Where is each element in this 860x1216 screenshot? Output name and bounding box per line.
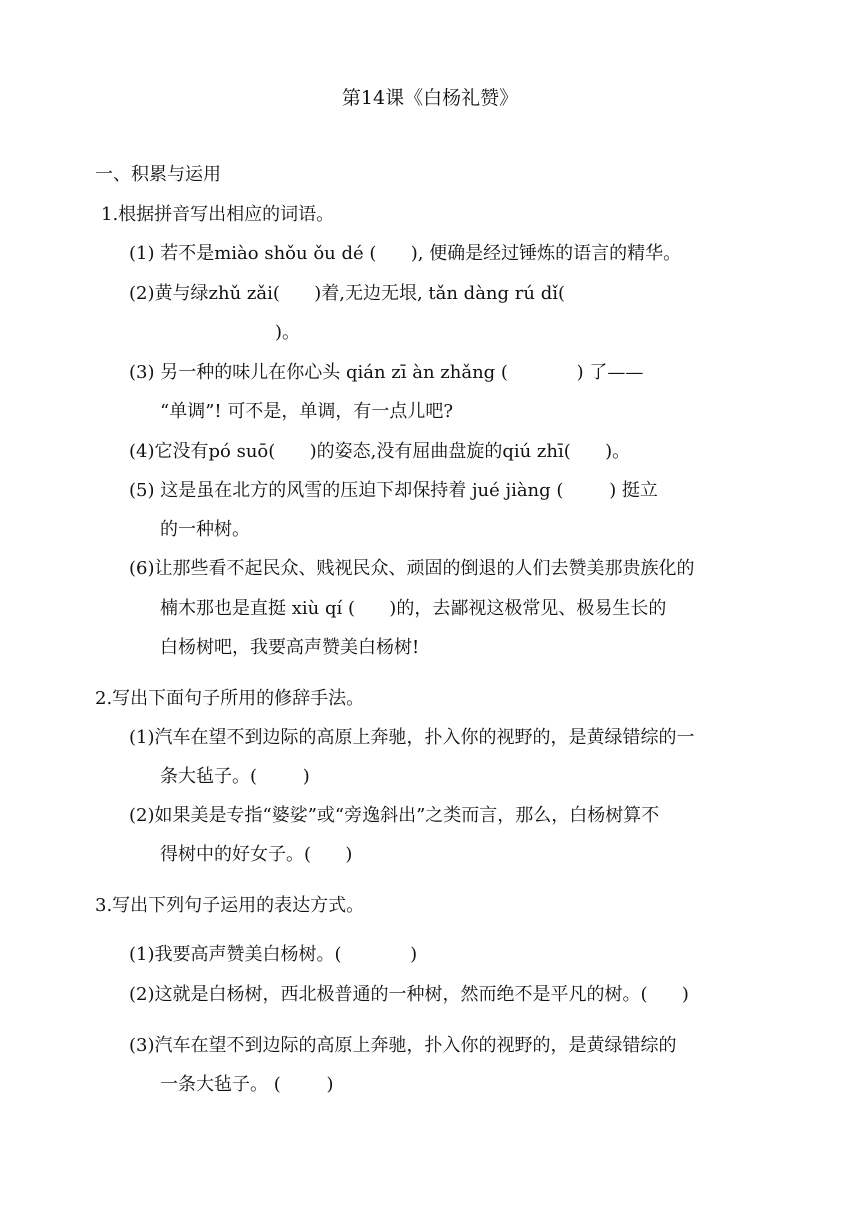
question-2-heading: 2.写出下面句子所用的修辞手法。 bbox=[95, 688, 365, 709]
question-3-item-3-line-2: 一条大毡子。 ( ) bbox=[160, 1074, 334, 1095]
question-2-item-2-line-2: 得树中的好女子。( ) bbox=[160, 844, 353, 865]
question-1-item-4: (4)它没有pó suō( )的姿态,没有屈曲盘旋的qiú zhī( )。 bbox=[129, 441, 631, 462]
question-1-item-5-line-2: 的一种树。 bbox=[160, 519, 250, 540]
question-2-item-1-line-2: 条大毡子。( ) bbox=[160, 766, 310, 787]
question-2-item-2-line-1: (2)如果美是专指“婆娑”或“旁逸斜出”之类而言，那么，白杨树算不 bbox=[129, 805, 660, 826]
question-1-item-2-line-2: )。 bbox=[275, 322, 301, 343]
question-2-item-1-line-1: (1)汽车在望不到边际的高原上奔驰，扑入你的视野的，是黄绿错综的一 bbox=[129, 727, 695, 748]
question-1-item-5-line-1: (5) 这是虽在北方的风雪的压迫下却保持着 jué jiàng ( ) 挺立 bbox=[129, 480, 658, 501]
question-1-heading: 1.根据拼音写出相应的词语。 bbox=[101, 204, 335, 225]
question-3-heading: 3.写出下列句子运用的表达方式。 bbox=[95, 895, 365, 916]
question-1-item-3-line-2: “单调”! 可不是，单调，有一点儿吧? bbox=[160, 401, 454, 422]
question-1-item-2-line-1: (2)黄与绿zhǔ zǎi( )着,无边无垠, tǎn dàng rú dǐ( bbox=[129, 283, 565, 304]
question-1-item-6-line-2: 楠木那也是直挺 xiù qí ( )的，去鄙视这极常见、极易生长的 bbox=[160, 598, 667, 619]
question-3-item-1: (1)我要高声赞美白杨树。( ) bbox=[129, 944, 418, 965]
question-3-item-3-line-1: (3)汽车在望不到边际的高原上奔驰，扑入你的视野的，是黄绿错综的 bbox=[129, 1035, 677, 1056]
question-1-item-6-line-3: 白杨树吧，我要高声赞美白杨树! bbox=[160, 637, 420, 658]
section-heading: 一、积累与运用 bbox=[95, 164, 221, 185]
question-3-item-2: (2)这就是白杨树，西北极普通的一种树，然而绝不是平凡的树。( ) bbox=[129, 984, 689, 1005]
question-1-item-3-line-1: (3) 另一种的味儿在你心头 qián zī àn zhǎng ( ) 了—— bbox=[129, 362, 644, 383]
question-1-item-6-line-1: (6)让那些看不起民众、贱视民众、顽固的倒退的人们去赞美那贵族化的 bbox=[129, 558, 695, 579]
question-1-item-1: (1) 若不是miào shǒu ǒu dé ( ), 便确是经过锤炼的语言的精华。 bbox=[129, 243, 682, 264]
page-title: 第14课《白杨礼赞》 bbox=[341, 87, 519, 109]
